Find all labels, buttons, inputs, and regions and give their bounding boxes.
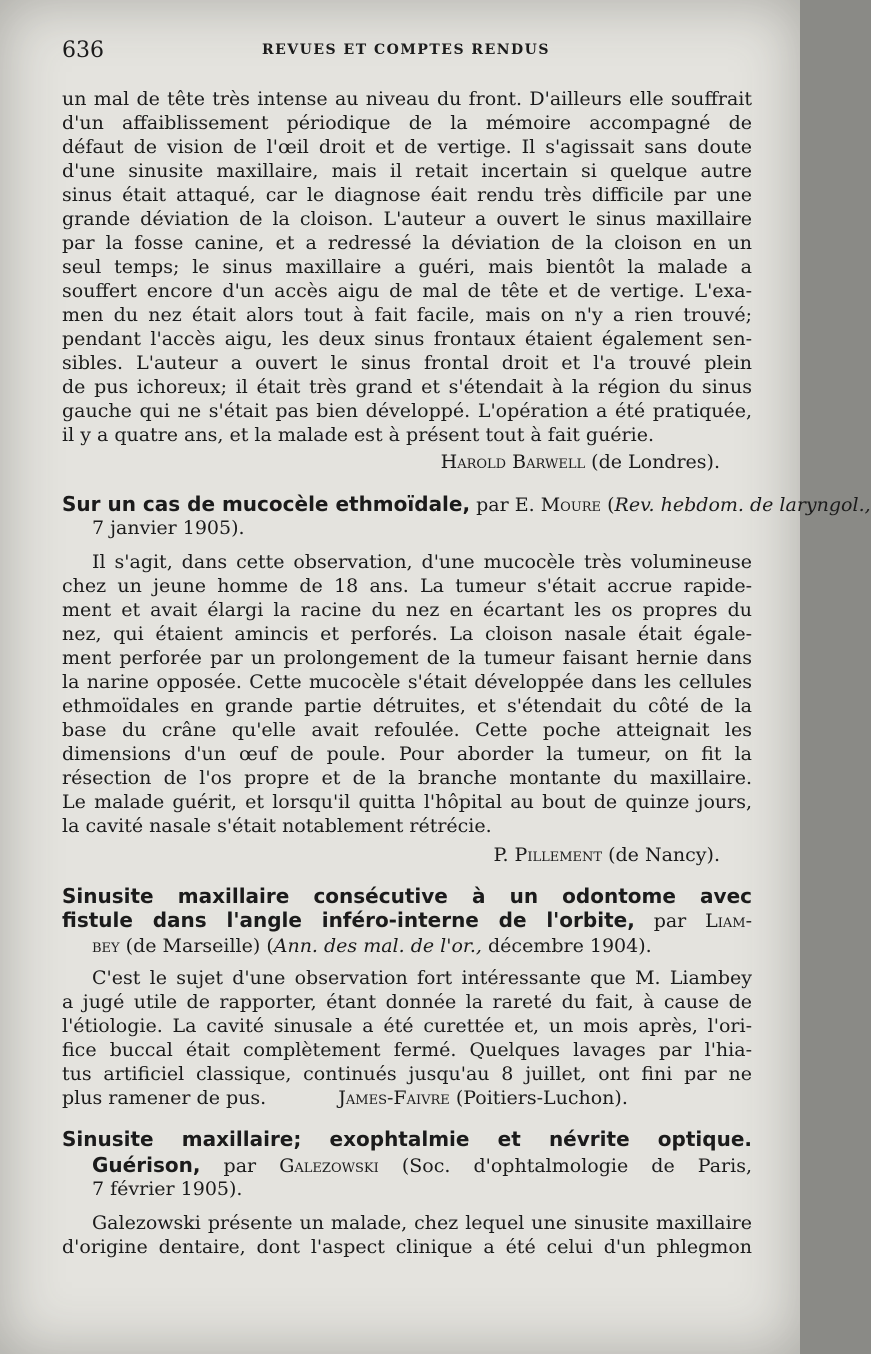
body-line: ment perforée par un prolongement de la tumeur faisant hernie dans (62, 647, 752, 669)
body-line: nez, qui étaient amincis et perforés. La cloison nasale était égale- (62, 623, 752, 645)
body-line: d'origine dentaire, dont l'aspect clinique a été celui d'un phlegmon (62, 1236, 752, 1258)
body-line: dimensions d'un œuf de poule. Pour aborder la tumeur, on fit la (62, 743, 752, 765)
body-line: défaut de vision de l'œil droit et de vertige. Il s'agissait sans doute (62, 136, 752, 158)
article-title-text: Guérison, (92, 1153, 201, 1177)
article-title-text: fistule dans l'angle inféro-interne de l'orbite, (62, 908, 635, 932)
body-line: chez un jeune homme de 18 ans. La tumeur s'était accrue rapide- (62, 575, 752, 597)
article-title (62, 492, 871, 517)
signature-place: (de Londres). (591, 451, 720, 473)
byline-place: (de Marseille) ( (125, 935, 274, 957)
body-line: d'un affaiblissement périodique de la mémoire accompagné de (62, 112, 752, 134)
article-title-text: Sur un cas de mucocèle ethmoïdale, (62, 492, 471, 516)
body-line: sinus était attaqué, car le diagnose éait rendu très difficile par une (62, 184, 752, 206)
byline-author: Moure (540, 494, 602, 516)
body-line: l'étiologie. La cavité sinusale a été curettée et, un mois après, l'ori- (62, 1015, 752, 1037)
signature-place: (de Nancy). (608, 844, 720, 866)
body-line: gauche qui ne s'était pas bien développé. L'opération a été pratiquée, (62, 400, 752, 422)
signature-place: (Poitiers-Luchon). (455, 1087, 628, 1109)
article-title (62, 1127, 752, 1152)
byline-prefix: par (653, 910, 687, 932)
signature-author: Harold Barwell (440, 451, 586, 473)
signature (62, 450, 752, 474)
signature-author: P. Pillement (493, 844, 603, 866)
body-line: Galezowski présente un malade, chez lequel une sinusite maxillaire (92, 1212, 752, 1234)
body-line: ment et avait élargi la racine du nez en écartant les os propres du (62, 599, 752, 621)
citation (92, 934, 752, 958)
article-title-text: Sinusite maxillaire; exophtalmie et névrite optique. (62, 1127, 752, 1151)
article-title (62, 884, 752, 909)
byline-prefix: par E. (476, 494, 535, 516)
citation-date: décembre 1904). (488, 935, 652, 957)
body-line: il y a quatre ans, et la malade est à présent tout à fait guérie. (62, 424, 654, 446)
running-head: REVUES ET COMPTES RENDUS (262, 42, 550, 58)
page-number: 636 (62, 38, 104, 63)
body-line: C'est le sujet d'une observation fort intéressante que M. Liambey (92, 967, 752, 989)
body-line: a jugé utile de rapporter, étant donnée la rareté du fait, à cause de (62, 991, 752, 1013)
body-line: résection de l'os propre et de la branche montante du maxillaire. (62, 767, 752, 789)
citation-date: 7 février 1905). (92, 1178, 243, 1200)
body-line: men du nez était alors tout à fait facile, mais on n'y a rien trouvé; (62, 304, 752, 326)
journal-name: Ann. des mal. de l'or., (273, 935, 482, 957)
byline-author: bey (92, 935, 120, 957)
body-line: plus ramener de pus. (62, 1087, 267, 1109)
body-line: un mal de tête très intense au niveau du front. D'ailleurs elle souffrait (62, 88, 752, 110)
article-title (92, 1153, 752, 1178)
journal-name: Rev. hebdom. de laryngol., (614, 494, 871, 516)
byline-source: (Soc. d'ophtalmologie de Paris, (401, 1155, 753, 1177)
body-line: grande déviation de la cloison. L'auteur a ouvert le sinus maxillaire (62, 208, 752, 230)
body-line: sibles. L'auteur a ouvert le sinus frontal droit et l'a trouvé plein (62, 352, 752, 374)
body-line: seul temps; le sinus maxillaire a guéri, mais bientôt la malade a (62, 256, 752, 278)
byline-paren: ( (607, 494, 615, 516)
signature-author: James-Faivre (338, 1087, 450, 1109)
page-header (62, 38, 752, 68)
body-line: Le malade guérit, et lorsqu'il quitta l'hôpital au bout de quinze jours, (62, 791, 752, 813)
article-title (62, 908, 752, 933)
body-line: pendant l'accès aigu, les deux sinus frontaux étaient également sen- (62, 328, 752, 350)
signature (62, 843, 752, 867)
body-line: de pus ichoreux; il était très grand et s'étendait à la région du sinus (62, 376, 752, 398)
body-line: la cavité nasale s'était notablement rétrécie. (62, 815, 492, 837)
body-line: tus artificiel classique, continués jusqu'au 8 juillet, ont fini par ne (62, 1063, 752, 1085)
body-line: base du crâne qu'elle avait refoulée. Cette poche atteignait les (62, 719, 752, 741)
body-line: Il s'agit, dans cette observation, d'une mucocèle très volumineuse (92, 551, 752, 573)
body-line: fice buccal était complètement fermé. Quelques lavages par l'hia- (62, 1039, 752, 1061)
body-line: par la fosse canine, et a redressé la déviation de la cloison en un (62, 232, 752, 254)
byline-author: Liam- (705, 910, 753, 932)
byline-prefix: par (223, 1155, 257, 1177)
article-title-text: Sinusite maxillaire consécutive à un odontome avec (62, 884, 752, 908)
body-line: d'une sinusite maxillaire, mais il retait incertain si quelque autre (62, 160, 752, 182)
body-line: souffert encore d'un accès aigu de mal de tête et de vertige. L'exa- (62, 280, 752, 302)
byline-author: Galezowski (279, 1155, 379, 1177)
citation-date: 7 janvier 1905). (92, 517, 245, 539)
body-line-with-signature (62, 1086, 752, 1110)
body-line: ethmoïdales en grande partie détruites, et s'étendait du côté de la (62, 695, 752, 717)
body-line: la narine opposée. Cette mucocèle s'était développée dans les cellules (62, 671, 752, 693)
